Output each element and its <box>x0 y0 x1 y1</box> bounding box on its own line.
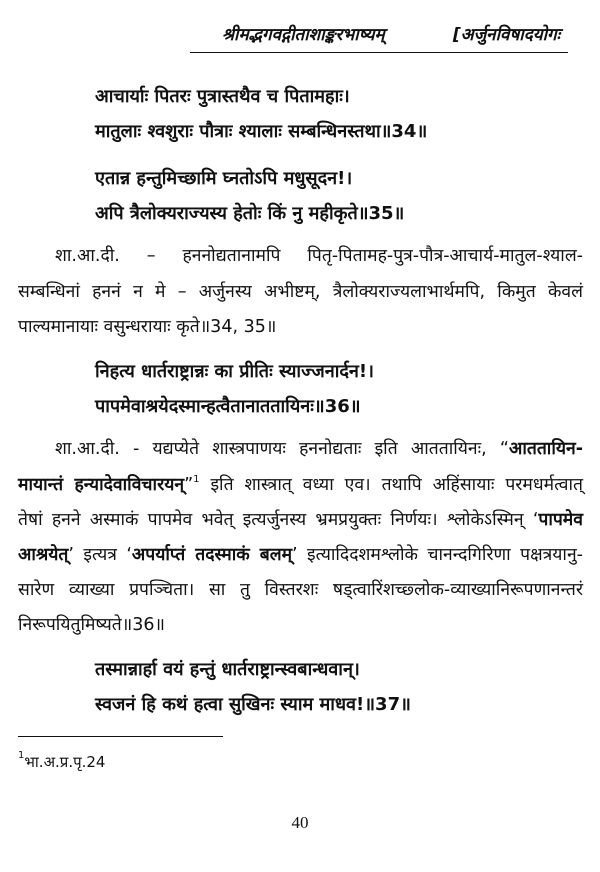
quoted-shastra-end: मायान्तं हन्यादेवाविचारयन् <box>18 475 185 495</box>
verse-37-line-2: स्वजनं हि कथं हत्वा सुखिनः स्याम माधव!॥37॥ <box>95 694 411 715</box>
commentary-36-line-4 <box>18 547 583 565</box>
footnote <box>18 752 105 772</box>
commentary-34-35-line-2: सम्बन्धिनां हननं न मे – अर्जुनस्य अभीष्टम्, त्रैलोक्यराज्यलाभार्थमपि, किमुत केवलं <box>18 282 583 302</box>
commentary-36-line-3-text: तेषां हनने अस्माकं पापमेव भवेत् इत्यर्जुनस्य भ्रमप्रयुक्तः निर्णयः। श्लोकेऽस्मिन् ‘ <box>18 510 539 530</box>
verse-35-line-1: एतान्न हन्तुमिच्छामि घ्नतोऽपि मधुसूदन!। <box>95 168 353 189</box>
commentary-36-line-6: निरूपयितुमिष्यते॥36॥ <box>18 615 166 635</box>
running-header <box>0 22 600 44</box>
commentary-36-line-1-text: शा.आ.दी. - यद्यप्येते शास्त्रपाणयः हननोद्यताः इति आततायिनः, “ <box>55 439 509 459</box>
page-number: 40 <box>291 813 309 832</box>
commentary-36-line-2-text: इति शास्त्रात् वध्या एव। तथापि अहिंसायाः परमधर्मत्वात् <box>199 475 583 495</box>
quoted-papameva: पापमेव <box>538 510 583 530</box>
commentary-34-35-line-1: शा.आ.दी. – हननोद्यतानामपि पितृ-पितामह-पुत्र-पौत्र-आचार्य-मातुल-श्याल- <box>55 246 583 266</box>
verse-36-line-2: पापमेवाश्रयेदस्मान्हत्वैतानाततायिनः॥36॥ <box>95 396 361 417</box>
commentary-36-line-4-text-2: ’ इत्यादिदशमश्लोके चानन्दगिरिणा पक्षत्रयानु- <box>292 545 583 565</box>
commentary-34-35-line-3: पाल्यमानायाः वसुन्धरायाः कृते॥34, 35॥ <box>18 317 277 337</box>
commentary-36-line-2 <box>18 474 583 495</box>
verse-37-line-1: तस्मान्नार्हा वयं हन्तुं धार्तराष्ट्रान्स्वबान्धवान्। <box>95 659 360 680</box>
commentary-36-line-5: सारेण व्याख्या प्रपञ्चिता। सा तु विस्तरशः षड्त्वारिंशच्छ्लोक-व्याख्यानिरूपणानन्तरं <box>18 580 583 600</box>
verse-34-line-2: मातुलाः श्वशुराः पौत्राः श्यालाः सम्बन्धिनस्तथा॥34॥ <box>95 121 428 142</box>
footnote-ref: 1 <box>193 474 200 485</box>
chapter-title: [अर्जुनविषादयोगः <box>452 25 560 45</box>
header-rule <box>190 52 568 53</box>
close-quote: ” <box>184 475 194 495</box>
book-title: श्रीमद्भगवद्गीताशाङ्करभाष्यम् <box>222 25 385 45</box>
quoted-ashrayet: आश्रयेत् <box>18 545 69 565</box>
verse-34-line-1: आचार्याः पितरः पुत्रास्तथैव च पितामहाः। <box>95 86 350 107</box>
quoted-aparyaptam: अपर्याप्तं तदस्माकं बलम् <box>131 545 293 565</box>
footnote-marker: 1 <box>18 750 25 761</box>
commentary-36-line-3 <box>18 512 583 530</box>
footnote-rule <box>18 736 223 737</box>
verse-36-line-1: निहत्य धार्तराष्ट्रान्नः का प्रीतिः स्याज्जनार्दन!। <box>95 361 374 382</box>
quoted-shastra-start: आततायिन- <box>508 439 583 459</box>
verse-35-line-2: अपि त्रैलोक्यराज्यस्य हेतोः किं नु महीकृते॥35॥ <box>95 203 405 224</box>
commentary-36-line-4-text-1: ’ इत्यत्र ‘ <box>68 545 132 565</box>
footnote-text: भा.अ.प्र.पृ.24 <box>24 753 106 771</box>
commentary-36-line-1 <box>55 441 583 459</box>
